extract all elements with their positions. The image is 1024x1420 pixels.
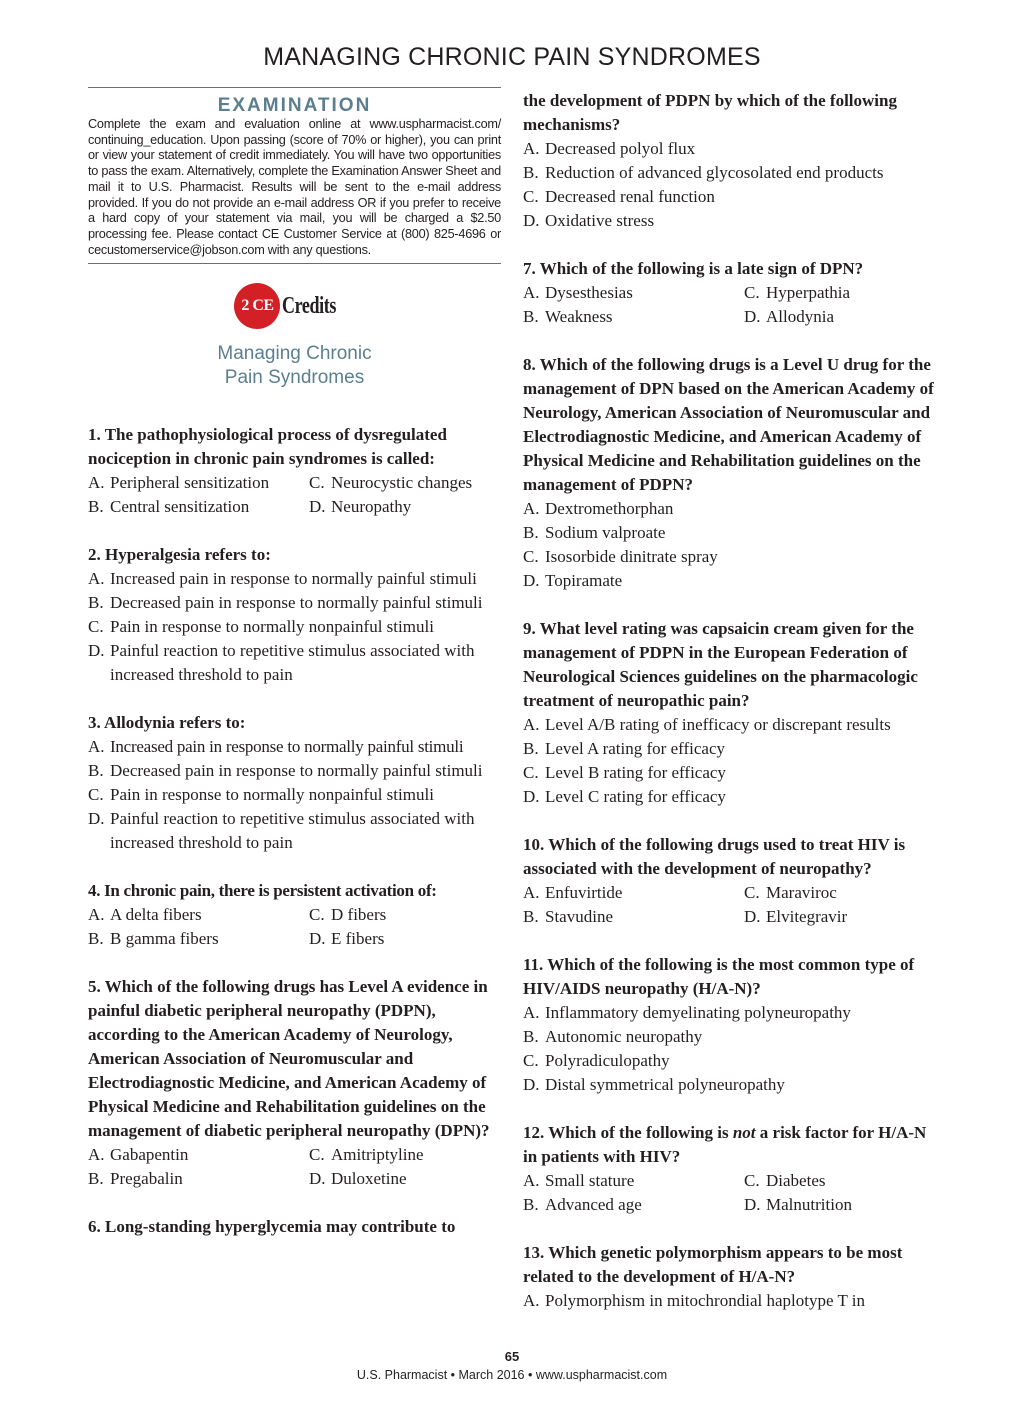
option-b[interactable]: B. Pregabalin (88, 1169, 183, 1189)
question-5 (88, 975, 501, 1191)
question-9 (523, 617, 943, 809)
option-c[interactable]: C. Neurocystic changes (309, 473, 473, 493)
publication-footer: U.S. Pharmacist • March 2016 • www.uspharmacist.com (356, 1368, 668, 1382)
page-number: 65 (504, 1349, 520, 1364)
option-d[interactable]: D. Oxidative stress (523, 211, 655, 230)
option-d[interactable]: D. Painful reaction to repetitive stimulus associated with increased threshold to pain (88, 641, 475, 685)
ce-credits-badge (88, 283, 501, 329)
option-b[interactable]: B. Weakness (523, 307, 613, 326)
option-d[interactable]: D. Malnutrition (744, 1195, 852, 1214)
question-text: 3. Allodynia refers to: (88, 713, 246, 733)
question-text: 4. In chronic pain, there is persistent activation of: (88, 881, 437, 901)
option-d[interactable]: D. Elvitegravir (744, 907, 848, 926)
option-c[interactable]: C. Diabetes (744, 1171, 826, 1190)
option-b[interactable]: B. Autonomic neuropathy (523, 1027, 703, 1046)
option-a[interactable]: A. Level A/B rating of inefficacy or discrepant results (523, 715, 891, 734)
question-6-continued (523, 89, 943, 233)
option-c[interactable]: C. Hyperpathia (744, 283, 851, 302)
option-b[interactable]: B. Advanced age (523, 1195, 642, 1214)
option-d[interactable]: D. Level C rating for efficacy (523, 787, 726, 806)
question-text: 12. Which of the following is not a risk factor for H/A-N in patients with HIV? (523, 1123, 927, 1166)
option-a[interactable]: A. Enfuvirtide (523, 883, 623, 902)
option-d[interactable]: D. Duloxetine (309, 1169, 407, 1189)
option-c[interactable]: C. Amitriptyline (309, 1145, 424, 1165)
question-12 (523, 1121, 943, 1217)
ce-credits-circle: 2 CE (234, 283, 280, 329)
option-a[interactable]: A. Increased pain in response to normally painful stimuli (88, 569, 477, 589)
bottom-rule (88, 263, 501, 264)
question-6-start (88, 1215, 501, 1239)
question-text-continued: the development of PDPN by which of the following mechanisms? (523, 91, 897, 134)
option-b[interactable]: B. B gamma fibers (88, 929, 219, 949)
question-3 (88, 711, 501, 855)
option-a[interactable]: A. Decreased polyol flux (523, 139, 696, 158)
option-a[interactable]: A. Dysesthesias (523, 283, 633, 302)
course-title (88, 342, 501, 390)
option-b[interactable]: B. Stavudine (523, 907, 613, 926)
option-d[interactable]: D. Allodynia (744, 307, 834, 326)
option-b[interactable]: B. Reduction of advanced glycosolated end products (523, 163, 884, 182)
question-text: 10. Which of the following drugs used to treat HIV is associated with the development of neuropathy? (523, 835, 906, 878)
option-c[interactable]: C. Decreased renal function (523, 187, 715, 206)
option-c[interactable]: C. D fibers (309, 905, 387, 925)
question-text: 2. Hyperalgesia refers to: (88, 545, 271, 565)
course-title-line-1: Managing Chronic (217, 343, 372, 365)
question-7 (523, 257, 943, 329)
question-text: 5. Which of the following drugs has Level A evidence in painful diabetic peripheral neuropathy (PDPN), according to the American Academy of Neurology, American Association of Neuromuscular and Electrodiagnostic Medicine, and American Academy of Physical Medicine and Rehabilitation guidelines on the management of diabetic peripheral neuropathy (DPN)? (88, 977, 490, 1141)
option-d[interactable]: D. Topiramate (523, 571, 623, 590)
option-a[interactable]: A. Polymorphism in mitochrondial haplotype T in (523, 1291, 865, 1310)
question-text: 7. Which of the following is a late sign of DPN? (523, 259, 864, 278)
option-a[interactable]: A. Peripheral sensitization (88, 473, 270, 493)
question-text: 9. What level rating was capsaicin cream given for the management of PDPN in the European Federation of Neurological Sciences guidelines on the pharmacologic treatment of neuropathic pain? (523, 619, 918, 710)
option-c[interactable]: C. Maraviroc (744, 883, 837, 902)
option-b[interactable]: B. Decreased pain in response to normally painful stimuli (88, 761, 483, 781)
option-d[interactable]: D. Neuropathy (309, 497, 412, 517)
top-rule (88, 87, 501, 88)
question-13 (523, 1241, 943, 1313)
left-column (88, 87, 501, 1239)
question-text: 13. Which genetic polymorphism appears to be most related to the development of H/A-N? (523, 1243, 903, 1286)
course-title-line-2: Pain Syndromes (224, 367, 365, 389)
question-1 (88, 423, 501, 519)
option-b[interactable]: B. Central sensitization (88, 497, 250, 517)
examination-instructions: Complete the exam and evaluation online at www.uspharmacist.com/ continuing_education. Upon passing (score of 70% or higher), you can print or view your statement of credit immediately. You will have two opportunities to pass the exam. Alternatively, complete the Examination Answer Sheet and mail it to U.S. Pharmacist. Results will be sent to the e-mail address provided. If you do not provide an e-mail address OR if you prefer to receive a hard copy of your statement via mail, you will be charged a $2.50 processing fee. Please contact CE Customer Service at (800) 825-4696 or cecustomerservice@jobson.com with any questions. (88, 117, 501, 257)
right-column (523, 89, 943, 1313)
examination-heading: EXAMINATION (217, 95, 372, 116)
option-a[interactable]: A. Small stature (523, 1171, 635, 1190)
question-2 (88, 543, 501, 687)
ce-credits-label: Credits (282, 292, 337, 319)
option-d[interactable]: D. E fibers (309, 929, 385, 949)
option-c[interactable]: C. Isosorbide dinitrate spray (523, 547, 718, 566)
question-4 (88, 879, 501, 951)
question-text: 11. Which of the following is the most common type of HIV/AIDS neuropathy (H/A-N)? (523, 955, 915, 998)
option-d[interactable]: D. Painful reaction to repetitive stimulus associated with increased threshold to pain (88, 809, 475, 853)
option-c[interactable]: C. Pain in response to normally nonpainful stimuli (88, 617, 434, 637)
option-c[interactable]: C. Level B rating for efficacy (523, 763, 726, 782)
option-c[interactable]: C. Pain in response to normally nonpainful stimuli (88, 785, 434, 805)
question-11 (523, 953, 943, 1097)
option-c[interactable]: C. Polyradiculopathy (523, 1051, 670, 1070)
option-d[interactable]: D. Distal symmetrical polyneuropathy (523, 1075, 785, 1094)
option-a[interactable]: A. Inflammatory demyelinating polyneuropathy (523, 1003, 851, 1022)
question-text: 1. The pathophysiological process of dysregulated nociception in chronic pain syndromes is called: (88, 425, 447, 469)
option-a[interactable]: A. Increased pain in response to normally painful stimuli (88, 737, 464, 757)
option-a[interactable]: A. Dextromethorphan (523, 499, 674, 518)
option-a[interactable]: A. Gabapentin (88, 1145, 189, 1165)
running-title: MANAGING CHRONIC PAIN SYNDROMES (263, 43, 761, 71)
option-b[interactable]: B. Level A rating for efficacy (523, 739, 725, 758)
emphasis-not: not (732, 1123, 756, 1142)
question-text: 6. Long-standing hyperglycemia may contribute to (88, 1217, 456, 1237)
question-text: 8. Which of the following drugs is a Level U drug for the management of DPN based on the American Academy of Neurology, American Association of Neuromuscular and Electrodiagnostic Medicine, and American Academy of Physical Medicine and Rehabilitation guidelines on the management of PDPN? (523, 355, 934, 494)
option-a[interactable]: A. A delta fibers (88, 905, 202, 925)
question-10 (523, 833, 943, 929)
option-b[interactable]: B. Sodium valproate (523, 523, 666, 542)
option-b[interactable]: B. Decreased pain in response to normally painful stimuli (88, 593, 483, 613)
question-8 (523, 353, 943, 593)
